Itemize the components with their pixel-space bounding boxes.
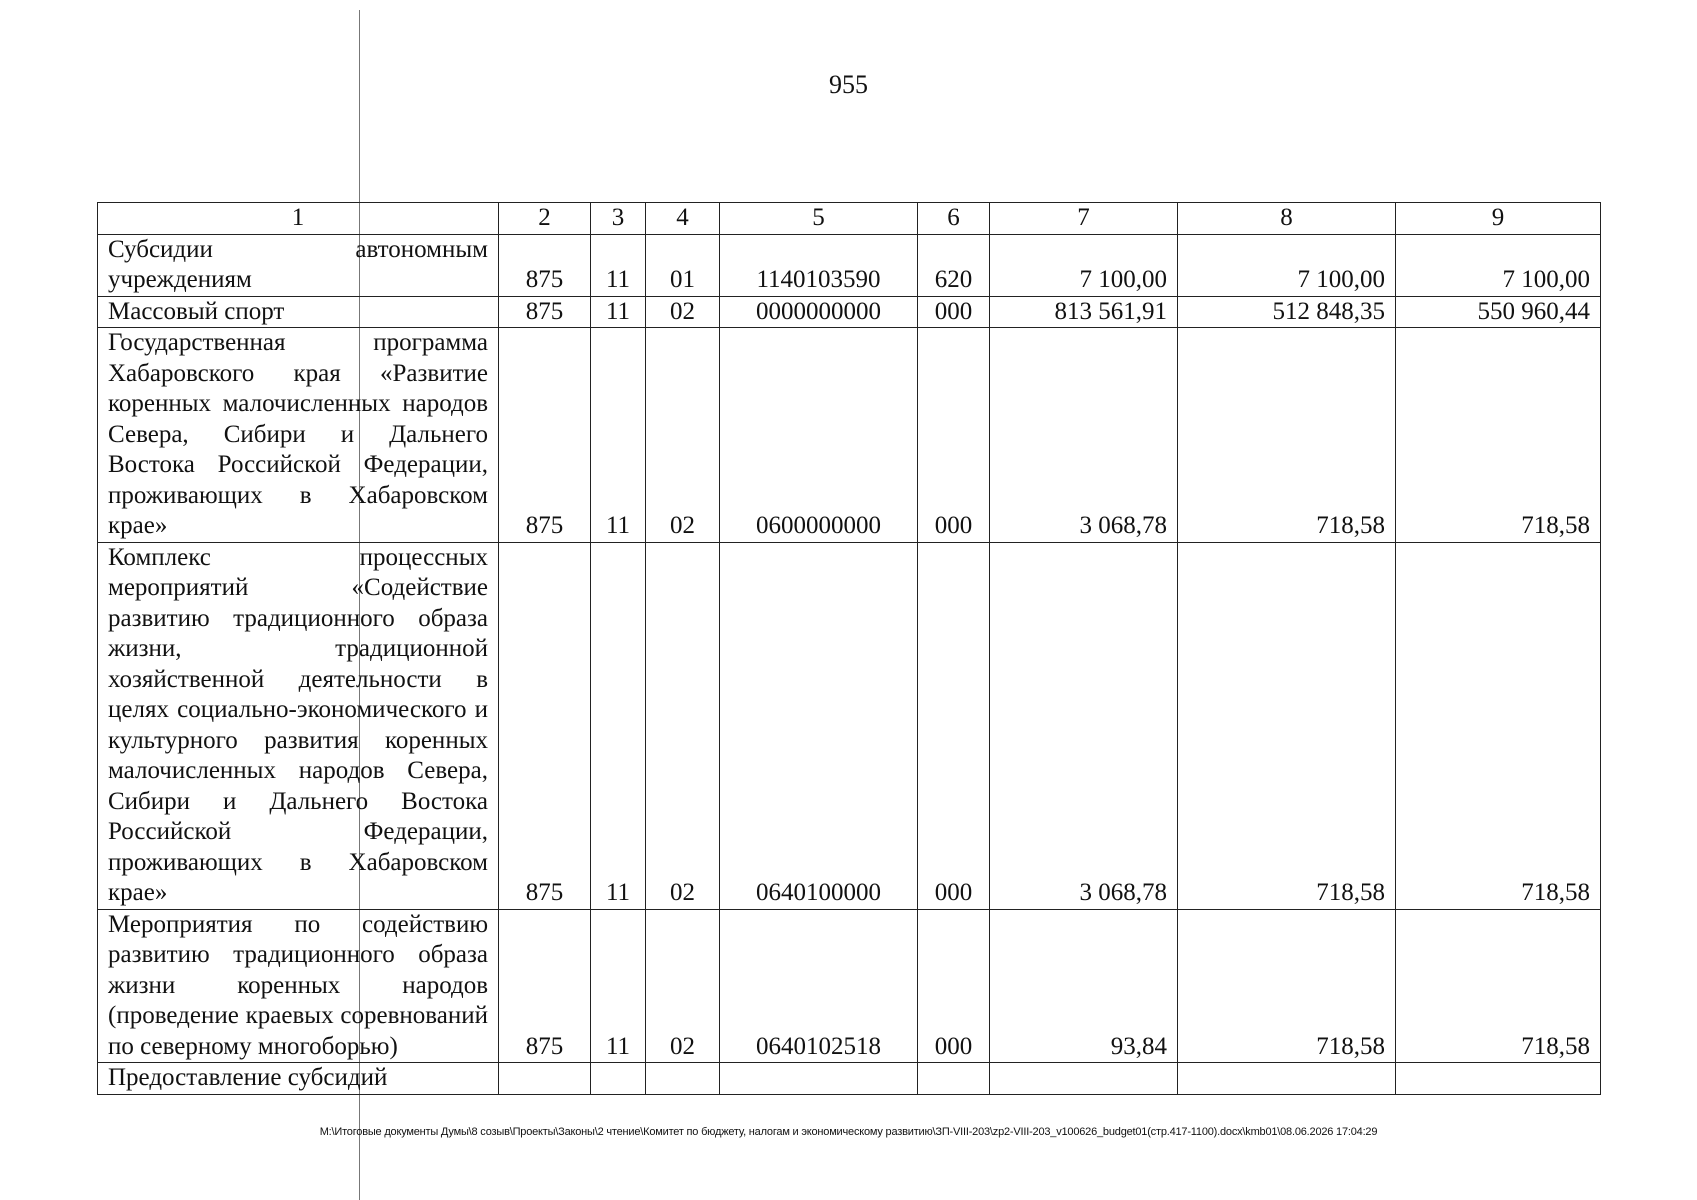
- amount-cell: 718,58: [1396, 542, 1601, 909]
- amount-cell: 718,58: [1178, 909, 1396, 1063]
- footer-file-path: M:\Итоговые документы Думы\8 созыв\Проекты\Законы\2 чтение\Комитет по бюджету, налогам и экономическому развитию\ЗП-VIII-203\zp2-VIII-203_v100626_budget01(стр.417-1100).docx\kmb01\08.06.2026 17:04:29: [319, 1126, 1378, 1138]
- column-header: 7: [990, 203, 1178, 235]
- amount-cell: 7 100,00: [1396, 234, 1601, 296]
- row-name-cell: Мероприятия по содействию развитию традиционного образа жизни коренных народов (проведение краевых соревнований по северному многоборью): [98, 909, 499, 1063]
- column-header: 9: [1396, 203, 1601, 235]
- code-cell: 875: [499, 234, 591, 296]
- amount-cell: 718,58: [1396, 328, 1601, 543]
- amount-cell: 718,58: [1178, 542, 1396, 909]
- code-cell: 02: [646, 296, 720, 328]
- row-name-cell: Субсидии автономным учреждениям: [98, 234, 499, 296]
- row-name-cell: Государственная программа Хабаровского края «Развитие коренных малочисленных народов Севера, Сибири и Дальнего Востока Российской Федерации, проживающих в Хабаровском крае»: [98, 328, 499, 543]
- amount-cell: [990, 1063, 1178, 1095]
- code-cell: 000: [918, 328, 990, 543]
- row-name-cell: Массовый спорт: [98, 296, 499, 328]
- table-header-row: [98, 203, 1601, 235]
- code-cell: 11: [591, 542, 646, 909]
- code-cell: 875: [499, 328, 591, 543]
- amount-cell: 813 561,91: [990, 296, 1178, 328]
- code-cell: 02: [646, 909, 720, 1063]
- row-name-cell: Комплекс процессных мероприятий «Содействие развитию традиционного образа жизни, традиционной хозяйственной деятельности в целях социально-экономического и культурного развития коренных малочисленных народов Севера, Сибири и Дальнего Востока Российской Федерации, проживающих в Хабаровском крае»: [98, 542, 499, 909]
- row-name-cell: Предоставление субсидий: [98, 1063, 499, 1095]
- amount-cell: [1396, 1063, 1601, 1095]
- column-header: 8: [1178, 203, 1396, 235]
- amount-cell: 3 068,78: [990, 542, 1178, 909]
- code-cell: [918, 1063, 990, 1095]
- code-cell: 01: [646, 234, 720, 296]
- column-header: 5: [720, 203, 918, 235]
- amount-cell: 512 848,35: [1178, 296, 1396, 328]
- amount-cell: 93,84: [990, 909, 1178, 1063]
- code-cell: 000: [918, 296, 990, 328]
- amount-cell: 7 100,00: [1178, 234, 1396, 296]
- amount-cell: 550 960,44: [1396, 296, 1601, 328]
- column-header: 6: [918, 203, 990, 235]
- amount-cell: 7 100,00: [990, 234, 1178, 296]
- table-row: [98, 909, 1601, 1063]
- code-cell: 875: [499, 909, 591, 1063]
- code-cell: 875: [499, 542, 591, 909]
- code-cell: 000: [918, 542, 990, 909]
- column-header: 4: [646, 203, 720, 235]
- table-row: [98, 234, 1601, 296]
- budget-table: [97, 202, 1601, 1095]
- code-cell: 11: [591, 296, 646, 328]
- code-cell: [499, 1063, 591, 1095]
- amount-cell: 718,58: [1178, 328, 1396, 543]
- code-cell: 0640102518: [720, 909, 918, 1063]
- table-row: [98, 296, 1601, 328]
- code-cell: 875: [499, 296, 591, 328]
- code-cell: [720, 1063, 918, 1095]
- code-cell: 1140103590: [720, 234, 918, 296]
- code-cell: [646, 1063, 720, 1095]
- amount-cell: 718,58: [1396, 909, 1601, 1063]
- table-row: [98, 1063, 1601, 1095]
- code-cell: [591, 1063, 646, 1095]
- code-cell: 02: [646, 328, 720, 543]
- code-cell: 000: [918, 909, 990, 1063]
- code-cell: 11: [591, 328, 646, 543]
- amount-cell: 3 068,78: [990, 328, 1178, 543]
- page-number: 955: [829, 70, 868, 99]
- table-row: [98, 542, 1601, 909]
- amount-cell: [1178, 1063, 1396, 1095]
- code-cell: 02: [646, 542, 720, 909]
- code-cell: 0600000000: [720, 328, 918, 543]
- code-cell: 0000000000: [720, 296, 918, 328]
- column-header: 3: [591, 203, 646, 235]
- code-cell: 0640100000: [720, 542, 918, 909]
- table-row: [98, 328, 1601, 543]
- column-header: 1: [98, 203, 499, 235]
- code-cell: 620: [918, 234, 990, 296]
- column-header: 2: [499, 203, 591, 235]
- code-cell: 11: [591, 909, 646, 1063]
- code-cell: 11: [591, 234, 646, 296]
